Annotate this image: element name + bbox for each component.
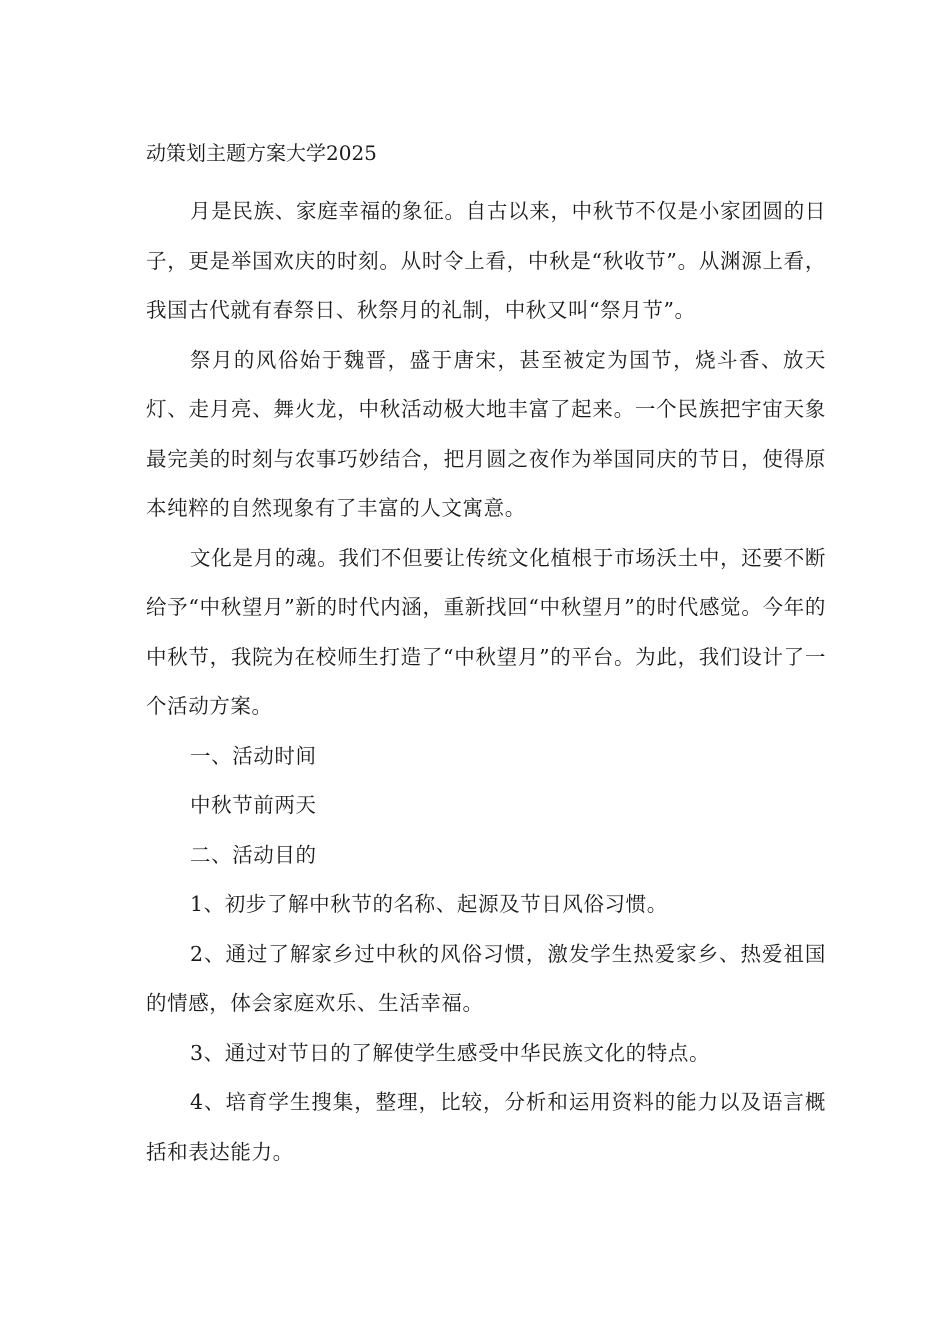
purpose-item-4: 4、培育学生搜集，整理，比较，分析和运用资料的能力以及语言概括和表达能力。: [146, 1090, 826, 1164]
paragraph-intro: 月是民族、家庭幸福的象征。自古以来，中秋节不仅是小家团圆的日子，更是举国欢庆的时刻。从时令上看，中秋是“秋收节”。从渊源上看，我国古代就有春祭日、秋祭月的礼制，中秋又叫“祭月节”。: [146, 199, 826, 322]
purpose-item-1: 1、初步了解中秋节的名称、起源及节日风俗习惯。: [190, 892, 668, 916]
purpose-item-3: 3、通过对节日的了解使学生感受中华民族文化的特点。: [190, 1040, 711, 1065]
paragraph-culture: 文化是月的魂。我们不但要让传统文化植根于市场沃土中，还要不断给予“中秋望月”新的时代内涵，重新找回“中秋望月”的时代感觉。今年的中秋节，我院为在校师生打造了“中秋望月”的平台。为此，我们设计了一个活动方案。: [146, 545, 826, 718]
document-body: [146, 136, 826, 1177]
section-heading-purpose: 二、活动目的: [190, 842, 317, 867]
document-title: 动策划主题方案大学2025: [146, 141, 377, 165]
purpose-item-2: 2、通过了解家乡过中秋的风俗习惯，激发学生热爱家乡、热爱祖国的情感，体会家庭欢乐、生活幸福。: [146, 941, 826, 1015]
section-heading-time: 一、活动时间: [190, 743, 317, 768]
paragraph-history: 祭月的风俗始于魏晋，盛于唐宋，甚至被定为国节，烧斗香、放天灯、走月亮、舞火龙，中秋活动极大地丰富了起来。一个民族把宇宙天象最完美的时刻与农事巧妙结合，把月圆之夜作为举国同庆的节日，使得原本纯粹的自然现象有了丰富的人文寓意。: [146, 347, 826, 520]
activity-time-text: 中秋节前两天: [190, 793, 317, 817]
